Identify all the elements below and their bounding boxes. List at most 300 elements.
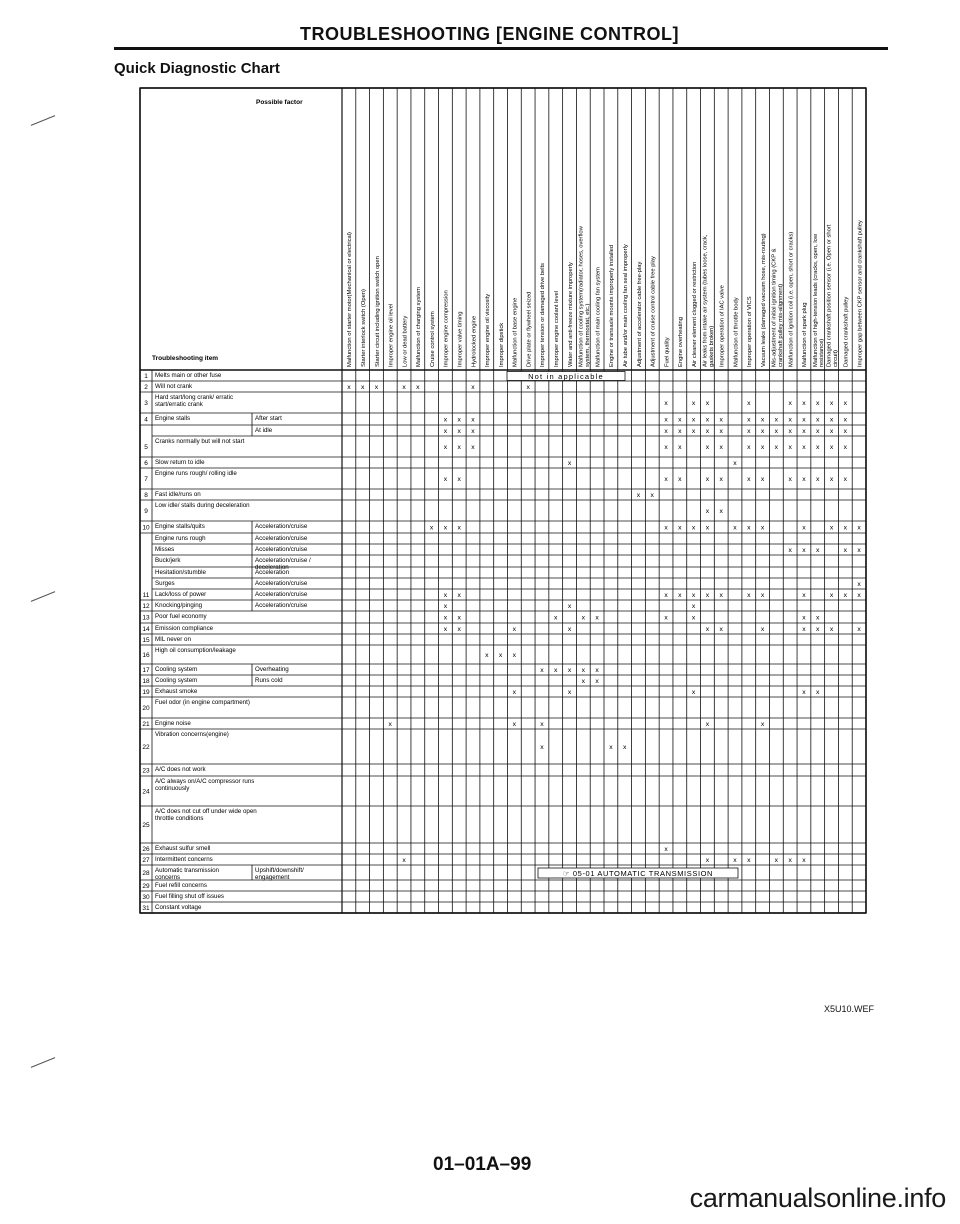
diagnostic-mark: x	[774, 444, 779, 451]
diagnostic-mark: x	[802, 400, 806, 407]
diagnostic-mark: x	[581, 614, 586, 622]
row-condition-label: Acceleration/cruise	[255, 591, 308, 598]
factor-header: Hydrolocked engine	[471, 315, 478, 367]
diagnostic-mark: x	[829, 592, 834, 599]
factor-header: Low or dead battery	[402, 315, 409, 367]
row-number: 17	[142, 667, 150, 674]
diagnostic-mark: x	[760, 721, 765, 728]
row-item-label: Hard start/long crank/ erratic	[155, 394, 234, 401]
table-frame	[140, 88, 866, 913]
row-number: 25	[142, 822, 150, 829]
factor-header: Malfunction of cooling system(radiator, hoses, overflow	[578, 226, 585, 367]
diagnostic-mark: x	[733, 857, 737, 864]
diagnostic-mark: x	[664, 416, 668, 424]
diagnostic-mark: x	[788, 857, 792, 864]
diagnostic-mark: x	[705, 416, 710, 424]
factor-header: Adjustment of cruise control cable free play	[650, 256, 657, 367]
diagnostic-mark: x	[457, 444, 461, 451]
diagnostic-mark: x	[816, 428, 820, 435]
diagnostic-mark: x	[650, 492, 654, 499]
diagnostic-mark: x	[678, 416, 682, 424]
diagnostic-mark: x	[829, 626, 834, 633]
diagnostic-mark: x	[802, 857, 806, 864]
diagnostic-mark: x	[829, 476, 834, 483]
diagnostic-mark: x	[691, 428, 696, 435]
diagnostic-mark: x	[567, 626, 572, 633]
diagnostic-mark: x	[719, 476, 723, 483]
diagnostic-mark: x	[705, 476, 710, 483]
row-item-label: continuously	[155, 785, 190, 792]
row-item-label: Knocking/pinging	[155, 602, 203, 609]
diagnostic-mark: x	[443, 428, 448, 435]
diagnostic-mark: x	[802, 416, 806, 424]
row-condition-label: Acceleration/cruise	[255, 580, 308, 587]
diagnostic-mark: x	[678, 476, 682, 483]
row-item-label: Cooling system	[155, 677, 198, 684]
diagnostic-mark: x	[705, 592, 710, 599]
row-number: 27	[142, 857, 150, 864]
diagnostic-mark: x	[567, 460, 572, 467]
row-item-label: MIL never on	[155, 636, 191, 643]
diagnostic-mark: x	[443, 592, 448, 599]
factor-header: Engine or transaxle mounts improperly installed	[609, 244, 616, 367]
diagnostic-mark: x	[719, 626, 723, 633]
diagnostic-mark: x	[540, 744, 544, 751]
row-condition-label: Runs cold	[255, 677, 283, 684]
factor-header: Malfunction of main cooling fan system	[595, 267, 602, 367]
factor-header: gaskets broken)	[708, 325, 715, 367]
factor-header: Improper operation of IAC valve	[719, 285, 726, 367]
diagnostic-mark: x	[829, 444, 834, 451]
diagnostic-mark: x	[816, 416, 820, 424]
row-item-label: Exhaust smoke	[155, 688, 198, 695]
row-number: 14	[142, 626, 150, 633]
diagnostic-mark: x	[788, 547, 792, 554]
diagnostic-mark: x	[843, 400, 848, 407]
diagnostic-mark: x	[747, 857, 751, 864]
diagnostic-mark: x	[733, 460, 737, 467]
row-number: 21	[142, 721, 150, 728]
row-number: 6	[144, 460, 148, 467]
row-number: 23	[142, 767, 150, 775]
row-item-label: Low idle/ stalls during deceleration	[155, 502, 250, 509]
diagnostic-mark: x	[457, 614, 461, 622]
possible-factor-label: Possible factor	[256, 99, 303, 106]
factor-header: Malfunction of throttle body	[733, 297, 740, 367]
factor-header: Improper operation of VICS	[747, 296, 754, 367]
diagnostic-mark: x	[457, 626, 461, 633]
factor-header: Improper valve timing	[457, 311, 464, 367]
diagnostic-mark: x	[816, 444, 820, 451]
row-number: 7	[144, 476, 148, 483]
factor-header: Cruise control system	[429, 311, 436, 367]
row-item-label: Engine noise	[155, 720, 191, 727]
row-number: 4	[144, 416, 148, 424]
row-number: 5	[144, 444, 148, 451]
row-condition-label: Acceleration/cruise /	[255, 557, 311, 564]
diagnostic-mark: x	[664, 846, 668, 853]
row-item-label: Cooling system	[155, 666, 198, 673]
row-item-label: Will not crank	[155, 383, 193, 390]
row-condition-label: Acceleration/cruise	[255, 602, 308, 609]
diagnostic-mark: x	[760, 416, 765, 424]
diagnostic-mark: x	[678, 444, 682, 451]
diagnostic-mark: x	[747, 400, 751, 407]
chart-title: Quick Diagnostic Chart	[114, 60, 280, 77]
factor-header: Improper gap between CKP sensor and crankshaft pulley	[857, 220, 864, 367]
diagnostic-mark: x	[595, 678, 599, 685]
diagnostic-mark: x	[760, 428, 765, 435]
diagnostic-mark: x	[691, 689, 696, 696]
diagnostic-mark: x	[540, 721, 544, 728]
diagnostic-mark: x	[691, 614, 696, 622]
row-item-label: Misses	[155, 546, 175, 553]
diagnostic-mark: x	[857, 581, 861, 588]
diagnostic-mark: x	[485, 652, 489, 659]
factor-header: circuit)	[833, 349, 840, 367]
diagnostic-mark: x	[843, 592, 848, 599]
row-item-label: Melts main or other fuse	[155, 372, 222, 379]
row-item-label: concerns	[155, 874, 181, 881]
diagnostic-mark: x	[512, 626, 517, 633]
diagnostic-mark: x	[843, 416, 848, 424]
factor-header: Malfunction of spark plug	[802, 302, 809, 367]
diagnostic-mark: x	[402, 384, 406, 391]
row-condition-label: Acceleration/cruise	[255, 546, 308, 553]
diagnostic-mark: x	[747, 476, 751, 483]
diagnostic-mark: x	[829, 416, 834, 424]
row-number: 19	[142, 689, 150, 696]
row-condition-label: Acceleration/cruise	[255, 535, 308, 542]
factor-header: Air tube and/or main cooling fan seal improperly	[622, 244, 629, 367]
diagnostic-mark: x	[609, 744, 613, 751]
row-item-label: Fast idle/runs on	[155, 491, 201, 498]
diagnostic-mark: x	[705, 626, 710, 633]
factor-header: Improper dipstick	[498, 322, 505, 367]
factor-header: Fuel quality	[664, 337, 671, 367]
page-number: 01–01A–99	[433, 1154, 532, 1175]
row-item-label: throttle conditions	[155, 815, 204, 822]
diagnostic-mark: x	[788, 428, 792, 435]
row-number: 29	[142, 883, 150, 890]
diagnostic-mark: x	[802, 592, 806, 599]
diagnostic-mark: x	[816, 476, 820, 483]
row-item-label: Emission compliance	[155, 625, 214, 632]
diagnostic-mark: x	[802, 626, 806, 633]
row-number: 26	[142, 846, 150, 853]
row-condition-label: Acceleration/cruise	[255, 523, 308, 530]
row-number: 9	[144, 508, 148, 515]
row-item-label: A/C does not work	[155, 766, 206, 773]
row-number: 8	[144, 492, 148, 499]
diagnostic-mark: x	[678, 524, 682, 532]
factor-header: Adjustment of accelerator cable free-play	[636, 261, 643, 367]
diagnostic-mark: x	[705, 444, 710, 451]
factor-header: Malfunction of high-tension leads (cracks, open, low	[812, 233, 819, 367]
row-condition-label: At idle	[255, 427, 273, 434]
diagnostic-mark: x	[457, 524, 461, 532]
diagnostic-mark: x	[843, 524, 848, 532]
diagnostic-mark: x	[678, 428, 682, 435]
diagnostic-mark: x	[443, 524, 448, 532]
reference-note: ☞ 05-01 AUTOMATIC TRANSMISSION	[562, 869, 714, 878]
row-condition-label: Upshift/downshift/	[255, 867, 304, 874]
diagnostic-mark: x	[567, 603, 572, 610]
diagnostic-mark: x	[774, 416, 779, 424]
row-item-label: Vibration concerns(engine)	[155, 731, 229, 738]
diagnostic-mark: x	[512, 689, 517, 696]
diagnostic-mark: x	[719, 444, 723, 451]
factor-header: Damaged crankshaft pulley	[843, 296, 850, 367]
diagnostic-mark: x	[581, 678, 586, 685]
diagnostic-mark: x	[843, 428, 848, 435]
diagnostic-mark: x	[719, 428, 723, 435]
diagnostic-mark: x	[567, 667, 572, 674]
diagnostic-mark: x	[802, 689, 806, 696]
diagnostic-mark: x	[705, 508, 710, 515]
diagnostic-mark: x	[829, 524, 834, 532]
row-condition-label: Acceleration	[255, 569, 290, 576]
factor-header: Mis-adjustment of initial ignition timing (CKP &	[771, 248, 778, 367]
factor-header: crankshaft pulley mis-alignment)	[777, 283, 784, 367]
row-condition-label: Overheating	[255, 666, 289, 673]
figure-code: X5U10.WEF	[823, 1004, 874, 1014]
factor-header: Malfunction of starter motor(Mechanical or electrical)	[347, 232, 354, 367]
row-item-label: Buck/jerk	[155, 557, 181, 564]
diagnostic-mark: x	[829, 428, 834, 435]
row-item-label: A/C does not cut off under wide open	[155, 808, 257, 815]
diagnostic-mark: x	[747, 428, 751, 435]
diagnostic-mark: x	[664, 592, 668, 599]
factor-header: Improper engine oil viscosity	[485, 293, 492, 367]
row-number: 10	[142, 524, 150, 532]
diagnostic-mark: x	[705, 400, 710, 407]
row-condition-label: After start	[255, 415, 282, 422]
diagnostic-mark: x	[498, 652, 503, 659]
row-item-label: Engine runs rough/ rolling idle	[155, 470, 237, 477]
diagnostic-mark: x	[457, 428, 461, 435]
diagnostic-mark: x	[705, 524, 710, 532]
row-item-label: Engine stalls	[155, 415, 191, 422]
diagnostic-mark: x	[747, 592, 751, 599]
diagnostic-mark: x	[691, 416, 696, 424]
factor-header: Improper engine coolant level	[554, 290, 561, 367]
diagnostic-mark: x	[443, 614, 448, 622]
diagnostic-mark: x	[719, 592, 723, 599]
diagnostic-mark: x	[829, 400, 834, 407]
diagnostic-mark: x	[567, 689, 572, 696]
diagnostic-mark: x	[760, 592, 765, 599]
diagnostic-mark: x	[843, 476, 848, 483]
diagnostic-mark: x	[554, 667, 558, 674]
diagnostic-mark: x	[443, 626, 448, 633]
row-item-label: Exhaust sulfur smell	[155, 845, 211, 852]
diagnostic-mark: x	[347, 384, 351, 391]
diagnostic-mark: x	[788, 416, 792, 424]
diagnostic-mark: x	[512, 652, 517, 659]
diagnostic-mark: x	[774, 428, 779, 435]
diagnostic-mark: x	[622, 744, 627, 751]
diagnostic-mark: x	[788, 444, 792, 451]
diagnostic-mark: x	[664, 476, 668, 483]
diagnostic-mark: x	[691, 603, 696, 610]
row-item-label: Engine stalls/quits	[155, 523, 205, 530]
factor-header: Air cleaner element clogged or restriction	[691, 261, 698, 367]
row-item-label: Lack/loss of power	[155, 591, 207, 598]
diagnostic-mark: x	[664, 428, 668, 435]
factor-header: Improper engine oil level	[388, 303, 395, 367]
diagnostic-mark: x	[747, 444, 751, 451]
diagnostic-mark: x	[705, 857, 710, 864]
diagnostic-mark: x	[843, 547, 848, 554]
diagnostic-mark: x	[374, 384, 379, 391]
diagnostic-mark: x	[857, 524, 861, 532]
diagnostic-mark: x	[595, 614, 599, 622]
diagnostic-mark: x	[595, 667, 599, 674]
row-number: 2	[144, 384, 148, 391]
diagnostic-mark: x	[760, 524, 765, 532]
row-number: 20	[142, 705, 150, 712]
diagnostic-mark: x	[802, 614, 806, 622]
diagnostic-mark: x	[471, 444, 475, 451]
row-number: 16	[142, 652, 150, 659]
diagnostic-mark: x	[664, 614, 668, 622]
diagnostic-mark: x	[816, 689, 820, 696]
diagnostic-mark: x	[760, 626, 765, 633]
diagnostic-mark: x	[471, 416, 475, 424]
factor-header: Drive plate or flywheel seized	[526, 291, 533, 367]
diagnostic-mark: x	[802, 476, 806, 483]
diagnostic-mark: x	[774, 857, 779, 864]
diagnostic-mark: x	[429, 524, 434, 532]
diagnostic-mark: x	[471, 428, 475, 435]
diagnostic-mark: x	[802, 547, 806, 554]
row-item-label: Automatic transmission	[155, 867, 219, 874]
row-number: 30	[142, 894, 150, 901]
row-item-label: Poor fuel economy	[155, 613, 207, 620]
diagnostic-mark: x	[512, 721, 517, 728]
row-item-label: Fuel odor (in engine compartment)	[155, 699, 250, 706]
diagnostic-mark: x	[705, 721, 710, 728]
troubleshooting-item-label: Troubleshooting item	[152, 355, 219, 362]
row-item-label: Slow return to idle	[155, 459, 205, 466]
diagnostic-mark: x	[360, 384, 365, 391]
row-number: 24	[142, 788, 150, 796]
diagnostic-mark: x	[816, 547, 820, 554]
row-item-label: A/C always on/A/C compressor runs	[155, 778, 255, 785]
diagnostic-mark: x	[816, 626, 820, 633]
row-item-label: Cranks normally but will not start	[155, 438, 245, 445]
diagnostic-mark: x	[788, 400, 792, 407]
factor-header: Malfunction of base engine	[512, 297, 519, 367]
row-number: 3	[144, 400, 148, 407]
row-number: 11	[142, 592, 150, 599]
row-item-label: Constant voltage	[155, 904, 202, 911]
diagnostic-mark: x	[636, 492, 641, 499]
diagnostic-mark: x	[540, 667, 544, 674]
diagnostic-mark: x	[388, 721, 392, 728]
diagnostic-mark: x	[664, 400, 668, 407]
factor-header: Air leaks from intake air system (tubes loose, crack,	[702, 234, 709, 367]
factor-header: Malfunction of ignition coil (i.e. open, short or cracks)	[788, 231, 795, 367]
row-item-label: Intermittent concerns	[155, 856, 213, 863]
row-condition-label: deceleration	[255, 564, 289, 571]
diagnostic-mark: x	[457, 592, 461, 599]
factor-header: Starter interlock switch (Open)	[360, 289, 367, 367]
diagnostic-mark: x	[802, 444, 806, 451]
row-item-label: Surges	[155, 580, 175, 587]
diagnostic-mark: x	[691, 400, 696, 407]
diagnostic-mark: x	[402, 857, 406, 864]
row-item-label: Engine runs rough	[155, 535, 206, 542]
diagnostic-mark: x	[581, 667, 586, 674]
row-number: 15	[142, 637, 150, 644]
page-header-title: TROUBLESHOOTING [ENGINE CONTROL]	[300, 24, 679, 44]
factor-header: Improper engine compression	[443, 290, 450, 367]
factor-header: Improper tension or damaged drive belts	[540, 262, 547, 367]
diagnostic-mark: x	[719, 416, 723, 424]
diagnostic-mark: x	[719, 508, 723, 515]
diagnostic-mark: x	[816, 614, 820, 622]
factor-header: resistance)	[819, 338, 826, 367]
factor-header: Vacuum leaks (damaged vacuum hose, mis-routing)	[760, 233, 767, 367]
row-item-label: start/erratic crank	[155, 401, 203, 408]
watermark-text: carmanualsonline.info	[689, 1183, 946, 1213]
diagnostic-mark: x	[857, 592, 861, 599]
diagnostic-mark: x	[664, 444, 668, 451]
row-number: 1	[144, 373, 148, 380]
diagnostic-mark: x	[857, 547, 861, 554]
row-number: 18	[142, 678, 150, 685]
row-item-label: Hesitation/stumble	[155, 569, 206, 576]
diagnostic-mark: x	[678, 592, 682, 599]
row-number: 12	[142, 603, 150, 610]
diagnostic-mark: x	[457, 416, 461, 424]
diagnostic-mark: x	[843, 444, 848, 451]
diagnostic-mark: x	[443, 416, 448, 424]
factor-header: Starter circuit including ignition switch open	[374, 256, 381, 367]
row-number: 13	[142, 614, 150, 622]
factor-header: Malfunction of charging system	[416, 287, 423, 367]
diagnostic-mark: x	[760, 444, 765, 451]
not-applicable-note: Not in applicable	[528, 372, 604, 381]
diagnostic-mark: x	[802, 524, 806, 532]
factor-header: system, thermostat, etc.)	[584, 303, 591, 367]
diagnostic-mark: x	[691, 524, 696, 532]
diagnostic-mark: x	[457, 476, 461, 483]
row-number: 22	[142, 744, 150, 751]
diagnostic-mark: x	[788, 476, 792, 483]
diagnostic-mark: x	[816, 400, 820, 407]
diagnostic-mark: x	[471, 384, 475, 391]
diagnostic-mark: x	[443, 444, 448, 451]
diagnostic-mark: x	[747, 416, 751, 424]
diagnostic-mark: x	[664, 524, 668, 532]
diagnostic-mark: x	[554, 614, 558, 622]
diagnostic-mark: x	[443, 476, 448, 483]
factor-header: Water and anti-freeze mixture improperly	[567, 262, 574, 367]
factor-header: Engine overheating	[678, 317, 685, 367]
row-number: 31	[142, 905, 150, 912]
row-item-label: Fuel filling shut off issues	[155, 893, 225, 900]
row-number: 28	[142, 870, 150, 877]
diagnostic-mark: x	[733, 524, 737, 532]
row-item-label: High oil consumption/leakage	[155, 647, 236, 654]
diagnostic-mark: x	[526, 384, 530, 391]
diagnostic-mark: x	[416, 384, 420, 391]
diagnostic-mark: x	[857, 626, 861, 633]
diagnostic-mark: x	[705, 428, 710, 435]
